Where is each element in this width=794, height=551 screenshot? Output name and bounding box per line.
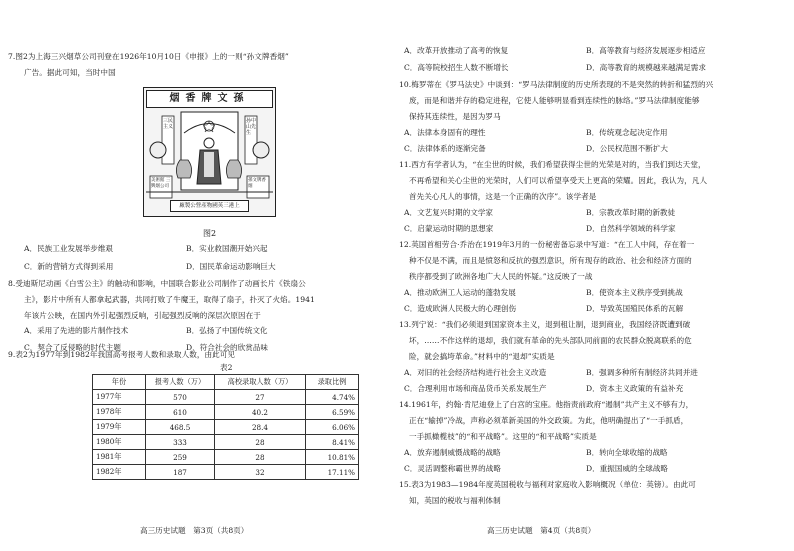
table-header-applicants: 报考人数（万） (146, 375, 215, 390)
cell-admitted: 27 (215, 390, 306, 405)
cell-applicants: 570 (146, 390, 215, 405)
poster-bottom-right-box: 孫文牌香烟 (248, 178, 266, 189)
q12-option-c[interactable]: C．造成欧洲人民极大的心理创伤 (404, 304, 517, 313)
q14-stem-line-1: 14.1961年，约翰·肯尼迪登上了白宫的宝座。他指责前政府“遏制”共产主义不够有力， (399, 400, 694, 409)
q9-option-a[interactable]: A．改革开放推动了高考的恢复 (404, 46, 509, 55)
q14-stem-line-2: 正在“输掉”冷战，声称必须革新美国的外交政策。为此，他明确提出了“一手抓盾， (409, 416, 689, 425)
q10-stem-line-1: 10.梅罗蒂在《罗马法史》中谈到：“罗马法律制度的历史所表现的不是突然的转折和猛烈的兴 (399, 80, 714, 89)
cell-applicants: 259 (146, 450, 215, 465)
poster-drawing (144, 88, 275, 216)
cell-rate: 10.81% (306, 450, 359, 465)
cell-rate: 8.41% (306, 435, 359, 450)
cell-applicants: 333 (146, 435, 215, 450)
q7-option-c[interactable]: C．新的营销方式得到采用 (24, 262, 114, 271)
q11-option-a[interactable]: A．文艺复兴时期的文学家 (404, 208, 494, 217)
cell-rate: 4.74% (306, 390, 359, 405)
q11-option-b[interactable]: B．宗教改革时期的新教徒 (586, 208, 676, 217)
cell-rate: 6.59% (306, 405, 359, 420)
q13-option-c[interactable]: C．合理利用市场和商品货币关系发展生产 (404, 384, 547, 393)
q10-stem-line-3: 保持其连续性，是因为罗马 (409, 112, 501, 121)
q14-stem-line-3: 一手抓橄榄枝”的“和平战略”。这里的“和平战略”实质是 (409, 432, 597, 441)
q11-option-d[interactable]: D．自然科学领域的科学家 (586, 224, 676, 233)
table-header-admitted: 高校录取人数（万） (215, 375, 306, 390)
cell-year: 1978年 (93, 405, 146, 420)
q8-stem-line-3: 年该片公映，在国内外引起强烈反响，引起强烈反响的深层次原因在于 (24, 311, 261, 320)
q11-stem-line-1: 11.西方有学者认为，“在尘世的时候，我们希望获得尘世的光荣是对的，当我们到达天堂， (399, 160, 706, 169)
cell-rate: 6.06% (306, 420, 359, 435)
q13-option-a[interactable]: A．对旧的社会经济结构进行社会主义改造 (404, 368, 547, 377)
q12-stem-line-1: 12.英国首相劳合·乔治在1919年3月的一份秘密备忘录中写道：“在工人中间，存在着一 (399, 240, 695, 249)
q13-stem-line-3: 险，就会搞垮革命。”材料中的“退却”实质是 (409, 352, 555, 361)
left-page-footer: 高三历史试题 第3页（共8页） (140, 526, 249, 535)
cell-admitted: 28 (215, 435, 306, 450)
q14-option-a[interactable]: A．放弃遏制威慑战略的战略 (404, 448, 501, 457)
q8-option-d[interactable]: D．符合社会的欣赏品味 (186, 343, 269, 352)
q13-option-b[interactable]: B．强调多种所有制经济共同并进 (586, 368, 698, 377)
q8-stem-line-1: 8.受迪斯尼动画《白雪公主》的触动和影响，中国联合影业公司制作了动画长片《铁扇公 (8, 279, 306, 288)
figure-2-caption: 图2 (203, 229, 217, 238)
q12-option-a[interactable]: A．推动欧洲工人运动的蓬勃发展 (404, 288, 516, 297)
q8-option-b[interactable]: B．弘扬了中国传统文化 (186, 326, 268, 335)
cell-admitted: 28 (215, 450, 306, 465)
q13-stem-line-2: 坏，……不作这样的退却，我们就有革命的先头部队同前面的农民群众脱离联系的危 (409, 336, 692, 345)
q7-option-d[interactable]: D．国民革命运动影响巨大 (186, 262, 276, 271)
table-2-caption: 表2 (220, 363, 233, 372)
cell-applicants: 610 (146, 405, 215, 420)
q12-stem-line-2: 种不仅是不满，而且是愤怒和反抗的强烈意识，所有现存的政治、社会和经济方面的 (409, 256, 692, 265)
q10-option-a[interactable]: A．法律本身固有的理性 (404, 128, 486, 137)
q10-option-c[interactable]: C．法律体系的逐渐完备 (404, 144, 486, 153)
q7-stem-line-2: 广告。据此可知，当时中国 (24, 68, 116, 77)
cell-year: 1979年 (93, 420, 146, 435)
q14-option-d[interactable]: D．重振国威的全球战略 (586, 464, 669, 473)
q12-option-b[interactable]: B．使资本主义秩序受到挑战 (586, 288, 683, 297)
q11-stem-line-3: 首先关心凡人的事情，这是一个正确的次序”。该学者是 (409, 192, 597, 201)
poster-left-plaque: 三民主义 (163, 118, 174, 130)
cell-year: 1977年 (93, 390, 146, 405)
q7-stem-line-1: 7.图2为上海三兴烟草公司刊登在1926年10月10日《申报》上的一则“孙文牌香烟” (8, 52, 289, 61)
q12-stem-line-3: 秩序都受到了欧洲各地广大人民的怀疑。”这反映了一战 (409, 272, 593, 281)
q14-option-b[interactable]: B．转向全球收缩的战略 (586, 448, 668, 457)
exam-stats-table (92, 374, 359, 480)
q8-stem-line-2: 主》，影片中所有人都拿起武器，共同打败了牛魔王，取得了扇子，扑灭了火焰。1941 (24, 295, 315, 304)
q15-stem-line-1: 15.表3为1983—1984年度英国税收与福利对家庭收入影响概况（单位：英镑）。由此可 (399, 480, 696, 489)
q13-option-d[interactable]: D．资本主义政策的有益补充 (586, 384, 684, 393)
cell-applicants: 187 (146, 465, 215, 480)
q10-stem-line-2: 废，而是和谐并存的稳定进程，它使人能够明显看到连续性的脉络。”罗马法律制度能够 (409, 96, 700, 105)
table-row (93, 420, 359, 435)
q9-option-b[interactable]: B．高等教育与经济发展逐步相适应 (586, 46, 706, 55)
q9-stem: 9.表2为1977年到1982年我国高考报考人数和录取人数，由此可见 (8, 350, 236, 359)
cell-year: 1980年 (93, 435, 146, 450)
cell-year: 1981年 (93, 450, 146, 465)
table-header-rate: 录取比例 (306, 375, 359, 390)
cell-admitted: 32 (215, 465, 306, 480)
cell-rate: 17.11% (306, 465, 359, 480)
q14-option-c[interactable]: C．灵活调整称霸世界的战略 (404, 464, 501, 473)
table-row (93, 450, 359, 465)
table-header-row (93, 375, 359, 390)
table-row (93, 405, 359, 420)
q10-option-b[interactable]: B．传统观念起决定作用 (586, 128, 668, 137)
poster-header: 烟香牌文孫 (146, 90, 273, 108)
q9-option-d[interactable]: D．高等教育的规模越来越满足需求 (586, 63, 706, 72)
poster-bottom-left-box: 美術館 三興烟公司 (151, 178, 171, 189)
q12-option-d[interactable]: D．导致英国殖民体系的瓦解 (586, 304, 684, 313)
table-row (93, 390, 359, 405)
right-page (397, 0, 794, 551)
q10-option-d[interactable]: D．公民权范围不断扩大 (586, 144, 669, 153)
table-row (93, 435, 359, 450)
table-row (93, 465, 359, 480)
q11-stem-line-2: 不再希望和关心尘世的光荣时，人们可以希望享受天上更高的荣耀。因此，我认为，凡人 (409, 176, 708, 185)
table-header-year: 年份 (93, 375, 146, 390)
q7-option-b[interactable]: B．实业救国潮开始兴起 (186, 244, 268, 253)
q15-stem-line-2: 知，英国的税收与福利体制 (409, 496, 501, 505)
q8-option-a[interactable]: A．采用了先进的影片制作技术 (24, 326, 129, 335)
q11-option-c[interactable]: C．启蒙运动时期的思想家 (404, 224, 494, 233)
cell-admitted: 40.2 (215, 405, 306, 420)
poster-right-plaque: 孙中山先生 (246, 118, 257, 136)
poster-footer: 廠製公營產物國英三港上 (170, 200, 249, 212)
q8-option-c[interactable]: C．契合了反侵略的时代主题 (24, 343, 121, 352)
right-page-footer: 高三历史试题 第4页（共8页） (487, 526, 596, 535)
q9-option-c[interactable]: C．高等院校招生人数不断增长 (404, 63, 509, 72)
cell-admitted: 28.4 (215, 420, 306, 435)
q13-stem-line-1: 13.列宁说：“我们必须退到国家资本主义，退到租让制，退到商业，我国经济既遭到破 (399, 320, 691, 329)
cigarette-ad-illustration (143, 87, 276, 217)
cell-applicants: 468.5 (146, 420, 215, 435)
q7-option-a[interactable]: A．民族工业发展举步维艰 (24, 244, 114, 253)
cell-year: 1982年 (93, 465, 146, 480)
